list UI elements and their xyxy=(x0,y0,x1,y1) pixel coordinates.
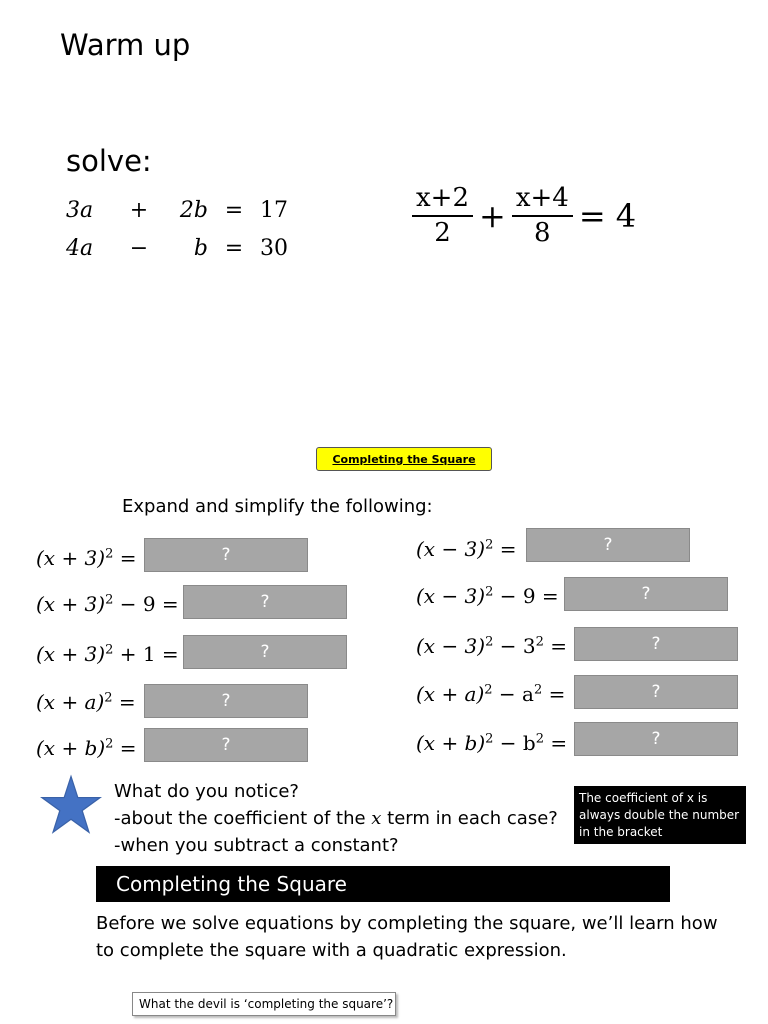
intro-text: Before we solve equations by completing the square, we’ll learn how to complete the square with a quadratic expression. xyxy=(96,913,718,961)
fraction-2 xyxy=(512,184,573,247)
answer-box[interactable]: ? xyxy=(144,538,308,572)
answer-box[interactable]: ? xyxy=(183,585,347,619)
star-icon xyxy=(40,774,102,836)
left-expression-1: $(x + 3)^2$ = xyxy=(36,546,137,570)
notice-line-2: -about the coefficient of the x term in each case? xyxy=(114,808,558,829)
plus-sign: + xyxy=(479,196,506,235)
equals: = xyxy=(224,235,244,261)
slide-title: Warm up xyxy=(60,28,191,62)
completing-the-square-link[interactable]: Completing the Square xyxy=(316,447,492,471)
denominator: 8 xyxy=(534,218,551,248)
answer-box[interactable]: ? xyxy=(526,528,690,562)
numerator: x+2 xyxy=(412,184,473,217)
expand-prompt: Expand and simplify the following: xyxy=(122,496,433,517)
numerator: x+4 xyxy=(512,184,573,217)
left-expression-4: $(x + a)^2$ = xyxy=(36,690,136,714)
term-b: 2b xyxy=(179,197,208,223)
fraction-equation xyxy=(412,184,642,247)
denominator: 2 xyxy=(434,218,451,248)
notice-line-3: -when you subtract a constant? xyxy=(114,835,399,856)
left-expression-5: $(x + b)^2$ = xyxy=(36,736,137,760)
rhs: 17 xyxy=(260,197,288,223)
answer-box[interactable]: ? xyxy=(574,722,738,756)
right-expression-3: $(x - 3)^2 - 3^2$ = xyxy=(416,634,567,658)
right-expression-1: $(x - 3)^2$ = xyxy=(416,537,517,561)
operator: + xyxy=(129,197,149,223)
right-expression-5: $(x + b)^2 - b^2$ = xyxy=(416,731,568,755)
equation-row xyxy=(66,192,300,230)
left-expression-2: $(x + 3)^2 - 9$ = xyxy=(36,592,179,616)
answer-box[interactable]: ? xyxy=(144,728,308,762)
operator: − xyxy=(129,235,149,261)
simultaneous-equations xyxy=(66,192,300,268)
right-expression-2: $(x - 3)^2 - 9$ = xyxy=(416,584,559,608)
equals-rhs: = 4 xyxy=(578,196,637,235)
answer-box[interactable]: ? xyxy=(564,577,728,611)
solve-label: solve: xyxy=(66,144,152,178)
right-expression-4: $(x + a)^2 - a^2$ = xyxy=(416,682,566,706)
answer-box[interactable]: ? xyxy=(574,627,738,661)
answer-box[interactable]: ? xyxy=(574,675,738,709)
notice-questions xyxy=(114,778,558,859)
section-header: Completing the Square xyxy=(96,866,670,902)
answer-box[interactable]: ? xyxy=(144,684,308,718)
what-is-completing-square-button[interactable]: What the devil is ‘completing the square’? xyxy=(132,992,396,1016)
answer-box[interactable]: ? xyxy=(183,635,347,669)
left-expression-3: $(x + 3)^2 + 1$ = xyxy=(36,642,179,666)
term-a: 4a xyxy=(66,235,94,261)
notice-line-1: What do you notice? xyxy=(114,781,299,802)
fraction-1 xyxy=(412,184,473,247)
term-a: 3a xyxy=(66,197,94,223)
term-b: b xyxy=(193,235,208,261)
rhs: 30 xyxy=(260,235,288,261)
equation-row xyxy=(66,230,300,268)
equals: = xyxy=(224,197,244,223)
answer-note: The coefficient of x is always double the number in the bracket xyxy=(574,786,746,844)
